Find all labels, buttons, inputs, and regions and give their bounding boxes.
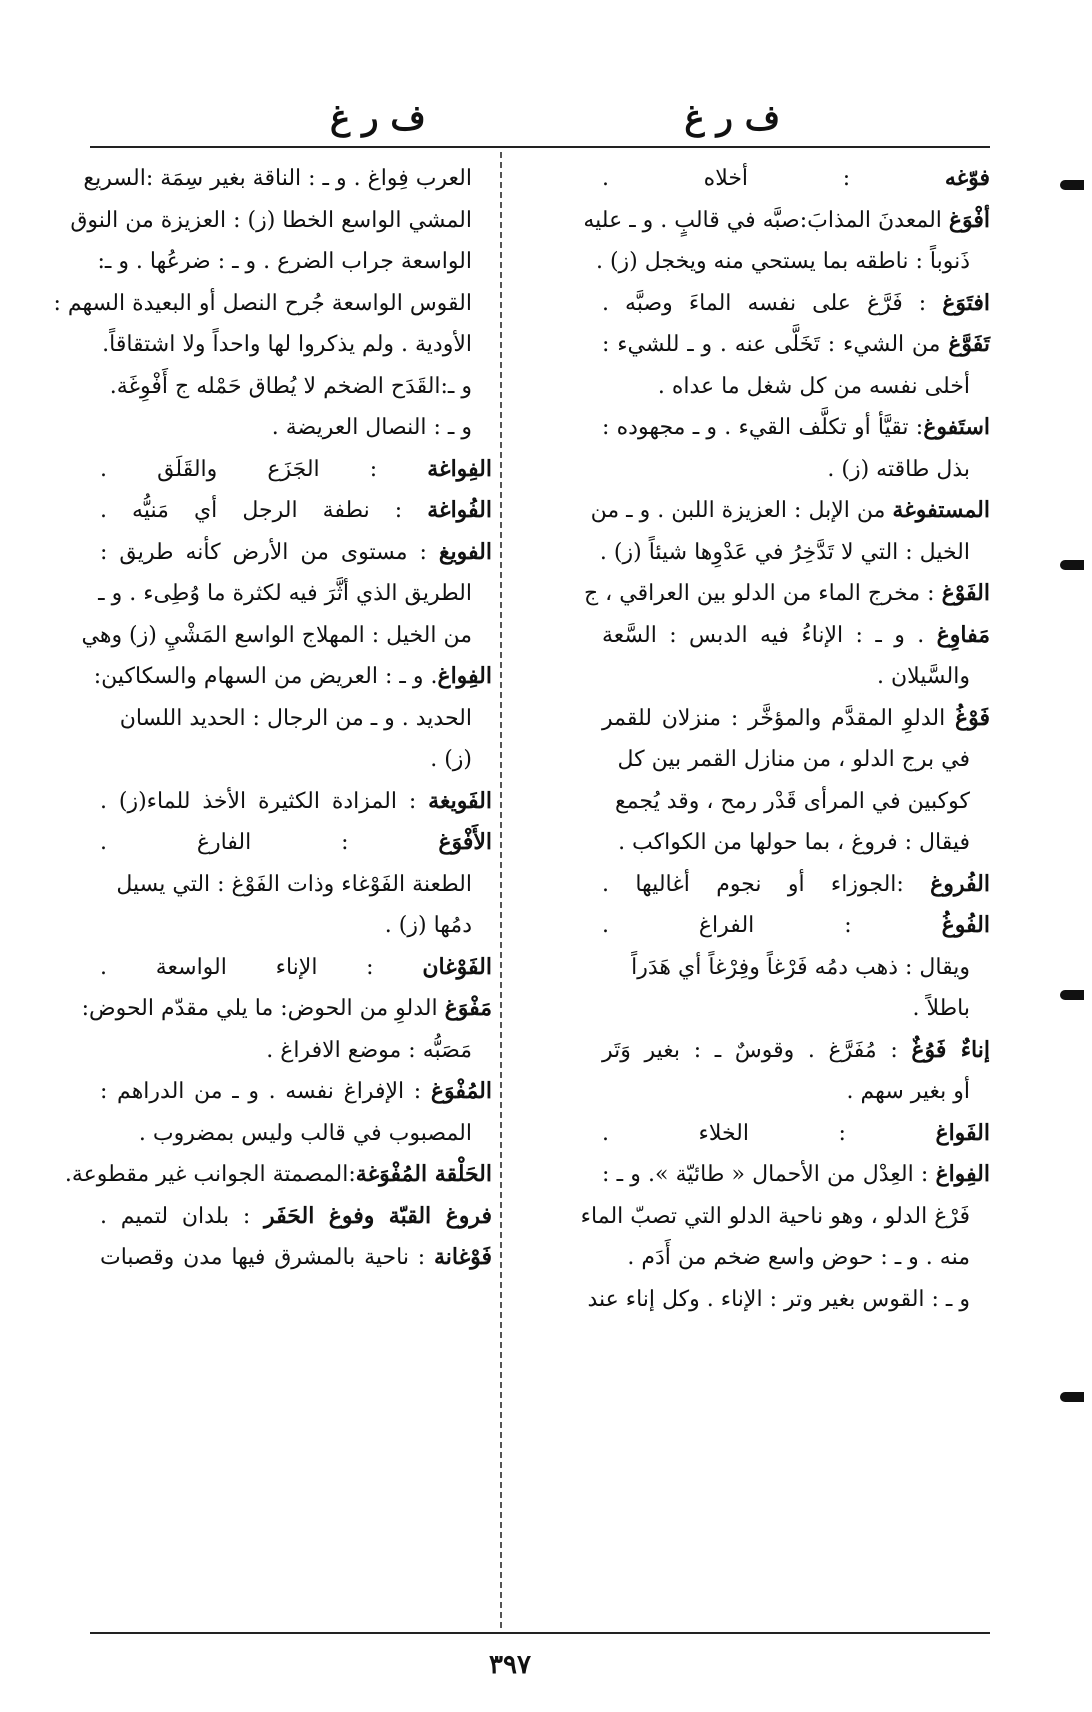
entry-line: [100, 324, 492, 366]
entry-text: من الإبل : العزيزة اللبن . و ـ من: [590, 498, 893, 523]
entry-line: [100, 1196, 492, 1238]
entry-text: : مُفَرَّغ . وقوسٌ ـ : بغير وَتَر: [602, 1037, 912, 1063]
entry-text: الأودية . ولم يذكروا لها واحداً ولا اشتقاقاً.: [102, 332, 472, 357]
entry-line: [599, 532, 990, 574]
entry-headword: فوّغه: [944, 165, 990, 191]
entry-text: : نطفة الرجل أي مَنيُّه .: [100, 498, 428, 523]
entry-line: [100, 947, 492, 989]
entry-headword: تَفَوَّغ: [948, 331, 990, 357]
entry-line: [602, 615, 990, 657]
entry-text: :المصمتة الجوانب غير مقطوعة.: [64, 1162, 356, 1187]
entry-text: و ـ:القَدَح الضخم لا يُطاق حَمْله ج أَفْوِغَة.: [109, 373, 472, 399]
entry-text: فيقال : فروغ ، بما حولها من الكواكب .: [618, 830, 970, 855]
entry-headword: فَوْغُ: [954, 704, 990, 731]
entry-line: [602, 781, 990, 823]
scan-edge-mark: [1060, 560, 1084, 570]
entry-text: المعدنَ المذابَ:صبَّه في قالبٍ . و ـ عليه: [583, 207, 949, 233]
entry-line: [100, 407, 492, 449]
entry-headword: استَفوغ: [923, 414, 990, 440]
entry-text: و ـ : القوس بغير وتر : الإناء . وكل إناء عند: [587, 1286, 970, 1312]
entry-line: [595, 241, 990, 283]
entry-line: [602, 407, 990, 449]
entry-text: القوس الواسعة جُرح النصل أو البعيدة السهم :: [53, 290, 472, 316]
entry-line: [587, 1279, 990, 1321]
entry-text: : مستوى من الأرض كأنه طريق :: [100, 539, 439, 565]
entry-line: [602, 158, 990, 200]
entry-text: فَرْغ الدلو ، وهو ناحية الدلو التي تصبّ الماء: [580, 1203, 970, 1229]
entry-line: [602, 1154, 990, 1196]
entry-text: من الشيء : تَخَلَّى عنه . و ـ للشيء :: [602, 332, 949, 357]
entry-headword: مَفاوِغ: [936, 621, 990, 648]
page-header: [100, 98, 990, 148]
entry-text: : بلدان لتميم .: [100, 1203, 265, 1229]
entry-text: الدلوِ المقدَّم والمؤخَّر : منزلان للقمر: [602, 705, 955, 731]
scan-edge-mark: [1060, 1392, 1084, 1402]
entry-line: [590, 490, 990, 532]
entry-text: العرب فِواغ . و ـ : الناقة بغير سِمَة :السريع: [83, 166, 472, 191]
entry-text: : مخرج الماء من الدلو بين العراقي ، ج: [583, 581, 942, 606]
entry-text: : الفارغ .: [100, 830, 439, 855]
entry-text: من الخيل : المهلاج الواسع المَشْيِ (ز) وهي: [81, 622, 472, 648]
entry-text: : الإفراغ نفسه . و ـ من الدراهم :: [100, 1079, 431, 1104]
entry-line: [53, 283, 492, 325]
entry-line: [583, 573, 990, 615]
entry-line: [70, 200, 492, 242]
entry-line: [602, 283, 990, 325]
entry-headword: إناءٌ فَوُغٌ: [911, 1036, 990, 1063]
entry-line: [100, 1071, 492, 1113]
entry-text: ذَنوباً : ناطقه بما يستحي منه ويخجل (ز) .: [595, 249, 970, 274]
left-column: [53, 158, 492, 1628]
entry-headword: أفْوَغ: [948, 206, 990, 233]
entry-line: [602, 739, 990, 781]
footer-rule: [90, 1632, 990, 1634]
scan-edge-mark: [1060, 990, 1084, 1000]
entry-line: [602, 864, 990, 906]
entry-line: [97, 241, 492, 283]
entry-text: الدلوِ من الحوض: ما يلي مقدّم الحوض:: [81, 996, 445, 1021]
entry-headword: المُفْوَغ: [430, 1078, 492, 1104]
entry-line: [83, 158, 492, 200]
entry-headword: افتَوَغ: [942, 289, 990, 316]
entry-line: [602, 656, 990, 698]
entry-line: [100, 1113, 492, 1155]
entry-headword: الحَلْقة المُفْوَغة: [355, 1161, 492, 1187]
entry-headword: الفَوْغان: [422, 953, 492, 980]
entry-line: [100, 739, 492, 781]
entry-line: [81, 988, 492, 1030]
entry-text: : أخلاه .: [602, 166, 945, 191]
entry-line: [100, 573, 492, 615]
entry-line: [100, 822, 492, 864]
entry-headword: الفُوغُ: [941, 912, 990, 938]
entry-text: الخيل : التي لا تَدَّخِرُ في عَدْوِها شيئاً (ز) .: [599, 539, 970, 565]
entry-text: كوكبين في المرأى قَدْر رمح ، وقد يُجمع: [615, 788, 970, 814]
entry-headword: الفُواغة: [427, 497, 492, 523]
entry-headword: مَفْوَغ: [444, 995, 492, 1021]
entry-text: : العِدْل من الأحمال « طائيّة ». و ـ :: [602, 1162, 936, 1187]
entry-text: في برج الدلو ، من منازل القمر بين كل: [617, 747, 970, 772]
entry-line: [583, 200, 990, 242]
entry-line: [100, 698, 492, 740]
entry-text: و ـ : النصال العريضة .: [271, 415, 472, 440]
entry-text: أخلى نفسه من كل شغل ما عداه .: [657, 373, 970, 399]
entry-text: (ز) .: [430, 747, 472, 772]
entry-headword: الفِواغ: [935, 1161, 990, 1187]
entry-text: دمُها (ز) .: [384, 913, 472, 938]
entry-line: [602, 449, 990, 491]
entry-headword: الفَواغ: [935, 1119, 990, 1146]
entry-line: [100, 781, 492, 823]
entry-text: . و ـ : الإناءُ فيه الدبس : السَّعة: [602, 622, 937, 648]
entry-line: [100, 532, 492, 574]
entry-headword: الفويغ: [438, 538, 492, 565]
entry-line: [93, 656, 492, 698]
entry-line: [602, 1071, 990, 1113]
entry-text: : ناحية بالمشرق فيها مدن وقصبات: [100, 1245, 434, 1270]
entry-line: [100, 864, 492, 906]
entry-line: [602, 905, 990, 947]
entry-text: الواسعة جراب الضرع . و ـ : ضرعُها . و ـ:: [97, 249, 472, 274]
entry-text: : تقيَّأ أو تكلَّف القيء . و ـ مجهوده :: [602, 415, 924, 440]
entry-headword: الفِواغ: [437, 663, 492, 689]
entry-line: [602, 366, 990, 408]
entry-text: : الخلاء .: [602, 1120, 936, 1146]
entry-text: منه . و ـ : حوض واسع ضخم من أَدَم .: [627, 1245, 970, 1270]
entry-headword: الفَويغة: [428, 787, 492, 814]
entry-text: بذل طاقته (ز) .: [827, 456, 970, 482]
entry-headword: فَوْغانة: [433, 1244, 492, 1270]
entry-text: : المزادة الكثيرة الأخذ للماء(ز) .: [100, 788, 429, 814]
entry-text: . و ـ : العريض من السهام والسكاكين:: [93, 664, 438, 689]
entry-text: المشي الواسع الخطا (ز) : العزيزة من النوق: [70, 207, 472, 233]
entry-text: والسَّيلان .: [877, 664, 970, 689]
entry-line: [100, 490, 492, 532]
entry-text: أو بغير سهم .: [846, 1079, 970, 1104]
entry-line: [100, 1030, 492, 1072]
right-column: [580, 158, 990, 1628]
entry-headword: الفُروغ: [930, 870, 990, 897]
entry-text: باطلاً .: [912, 996, 970, 1021]
entry-text: مَصَبُّه : موضع الافراغ .: [266, 1037, 472, 1063]
entry-headword: فروغ القبّة وفوغ الحَفَر: [264, 1202, 492, 1229]
entry-line: [602, 1113, 990, 1155]
entry-line: [100, 905, 492, 947]
entry-text: المصبوب في قالب وليس بمضروب .: [138, 1120, 472, 1146]
entry-text: الحديد . و ـ من الرجال : الحديد اللسان: [119, 705, 472, 731]
scan-edge-mark: [1060, 180, 1084, 190]
entry-text: : الإناء الواسعة .: [100, 954, 423, 980]
entry-text: : فَرَّغ على نفسه الماءَ وصبَّه .: [602, 290, 943, 316]
entry-headword: المستفوغة: [892, 497, 990, 523]
entry-line: [580, 1196, 990, 1238]
entry-text: :الجوزاء أو نجوم أغاليها .: [602, 871, 931, 897]
header-root-right: ف ر غ: [684, 98, 780, 138]
entry-line: [602, 822, 990, 864]
entry-line: [100, 449, 492, 491]
entry-line: [602, 947, 990, 989]
entry-line: [100, 1237, 492, 1279]
entry-headword: الفِواغة: [427, 455, 492, 482]
entry-text: الطريق الذي أثَّرَ فيه لكثرة ما وُطِىء . و ـ: [98, 581, 472, 606]
entry-line: [81, 615, 492, 657]
header-root-left: ف ر غ: [330, 98, 426, 138]
entry-line: [602, 698, 990, 740]
entry-text: : الفراغ .: [602, 913, 942, 938]
entry-headword: الفَوْغ: [941, 580, 990, 606]
header-rule: [90, 146, 990, 148]
entry-line: [100, 366, 492, 408]
entry-line: [602, 324, 990, 366]
page-number: ٣٩٧: [489, 1650, 531, 1680]
entry-line: [602, 1030, 990, 1072]
entry-text: الطعنة الفَوْغاء وذات الفَوْغ : التي يسيل: [116, 871, 472, 897]
entry-line: [602, 1237, 990, 1279]
entry-line: [602, 988, 990, 1030]
entry-line: [64, 1154, 492, 1196]
entry-text: : الجَزَع والقَلَق .: [100, 456, 428, 482]
column-divider: [500, 152, 502, 1628]
entry-headword: الأَفْوَغ: [438, 829, 492, 855]
entry-text: ويقال : ذهب دمُه فَرْغاً وفِرْغاً أي هَدَراً: [631, 954, 970, 980]
